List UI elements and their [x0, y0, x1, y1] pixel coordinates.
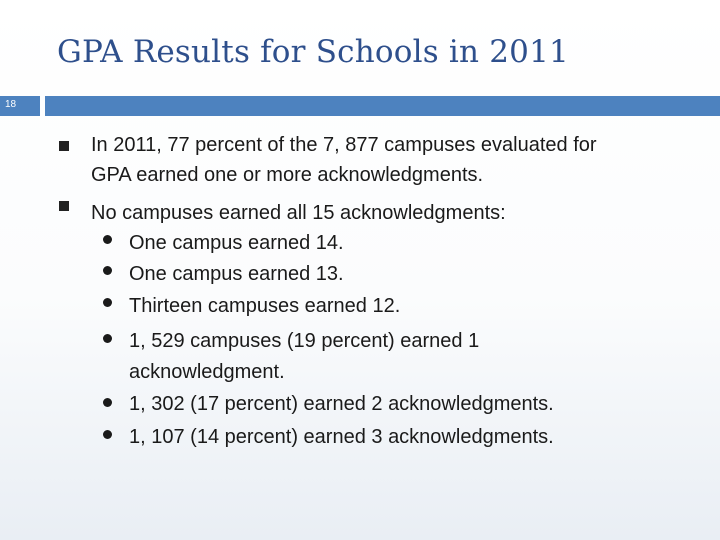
bullet-2-line-1: No campuses earned all 15 acknowledgments: — [91, 202, 506, 224]
slide-title: GPA Results for Schools in 2011 — [57, 34, 569, 70]
round-bullet-icon — [103, 334, 112, 343]
bullet-1-line-1: In 2011, 77 percent of the 7, 877 campuses evaluated for — [91, 134, 597, 156]
sub-bullet-2: One campus earned 13. — [129, 263, 344, 285]
round-bullet-icon — [103, 298, 112, 307]
sub-bullet-4-line-2: acknowledgment. — [129, 361, 285, 383]
sub-bullet-3: Thirteen campuses earned 12. — [129, 295, 401, 317]
slide-number: 18 — [5, 99, 17, 110]
sub-bullet-5: 1, 302 (17 percent) earned 2 acknowledgments. — [129, 393, 554, 415]
sub-bullet-1: One campus earned 14. — [129, 232, 344, 254]
round-bullet-icon — [103, 430, 112, 439]
round-bullet-icon — [103, 235, 112, 244]
square-bullet-icon — [59, 141, 69, 151]
sub-bullet-4-line-1: 1, 529 campuses (19 percent) earned 1 — [129, 330, 480, 352]
square-bullet-icon — [59, 201, 69, 211]
bullet-1-line-2: GPA earned one or more acknowledgments. — [91, 164, 484, 186]
round-bullet-icon — [103, 266, 112, 275]
round-bullet-icon — [103, 398, 112, 407]
sub-bullet-6: 1, 107 (14 percent) earned 3 acknowledgments. — [129, 426, 554, 448]
